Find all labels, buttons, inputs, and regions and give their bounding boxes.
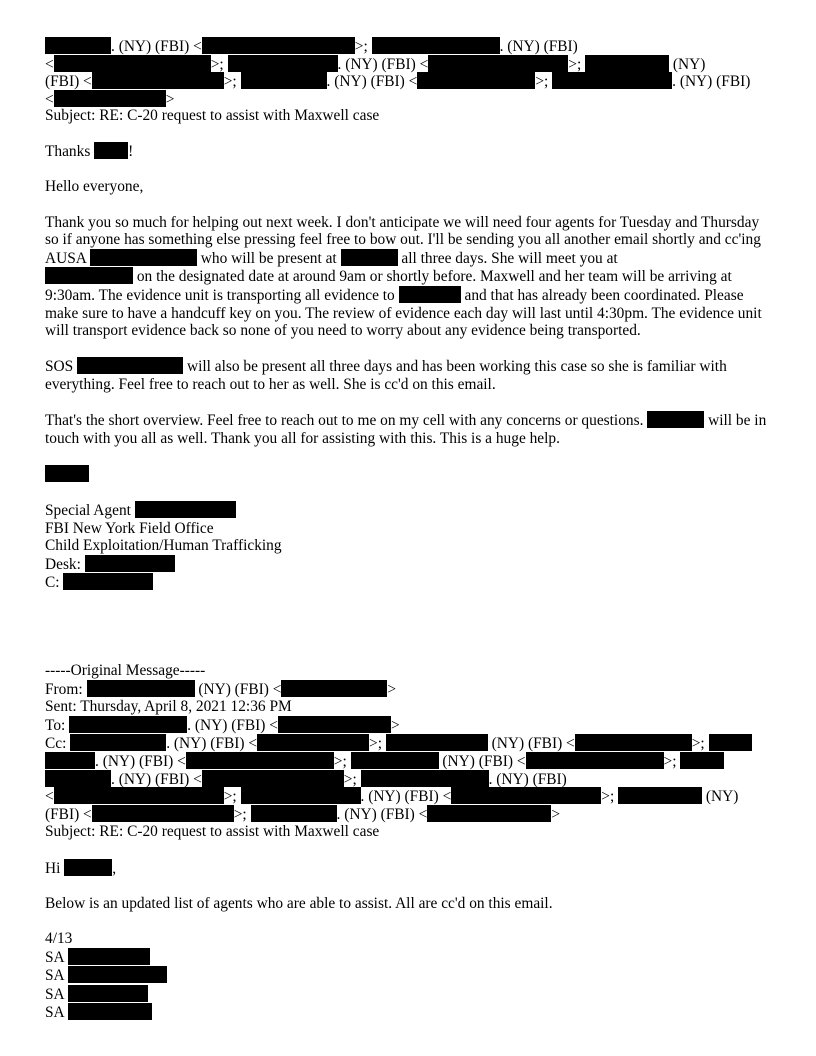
header-text: <: [415, 55, 429, 73]
redaction: [680, 752, 724, 769]
redaction: [372, 37, 500, 54]
redaction: [92, 72, 224, 89]
redaction: [54, 55, 211, 72]
header-text: >: [354, 38, 364, 55]
recipients-header: . (NY) (FBI) < >; . (NY) (FBI) < >; . (NY) (FBI) < >; (NY) (FBI) < >; . (NY) (FBI) < >; . (NY) (FBI) < >: [45, 38, 751, 108]
body-paragraph-2: SOS will also be present all three days and has been working this case so she is familiar with everything. Feel free to reach out to her as well. She is cc'd on this email.: [45, 358, 727, 393]
header-text: ;: [363, 38, 372, 55]
redaction: [77, 357, 183, 374]
redaction: [202, 37, 355, 54]
signature-block: [45, 501, 771, 592]
thanks-line: Thanks !: [45, 143, 134, 161]
redaction: [575, 734, 692, 751]
subject-line: Subject: RE: C-20 request to assist with Maxwell case: [45, 107, 380, 124]
header-text: . (NY) (FBI): [337, 55, 416, 73]
header-text: ;: [544, 73, 553, 91]
agent-list-item: SA: [45, 966, 771, 985]
original-from: From: (NY) (FBI) < >: [45, 680, 397, 698]
header-text: (FBI) <: [45, 73, 92, 91]
redaction: [351, 752, 439, 769]
original-separator: -----Original Message-----: [45, 662, 206, 680]
redaction: [257, 734, 369, 751]
redaction: [87, 680, 195, 697]
header-text: >: [210, 55, 220, 73]
original-subject: Subject: RE: C-20 request to assist with Maxwell case: [45, 823, 380, 841]
header-text: ;: [576, 55, 586, 73]
redaction: [69, 716, 187, 733]
redaction: [281, 680, 387, 697]
original-body: Below is an updated list of agents who are able to assist. All are cc'd on this email.: [45, 894, 553, 912]
header-text: >: [568, 55, 577, 73]
original-greeting: Hi ,: [45, 859, 117, 877]
signature-title: Special Agent: [45, 502, 131, 520]
agent-list-item: SA: [45, 1003, 771, 1022]
redaction: [54, 787, 224, 804]
redaction: [45, 770, 111, 787]
header-text: (NY): [669, 55, 706, 73]
redaction: [90, 249, 197, 266]
agent-list-item: SA: [45, 948, 771, 967]
redaction: [361, 770, 489, 787]
redaction: [386, 734, 488, 751]
redaction: [63, 573, 153, 590]
signature-cell: C:: [45, 574, 60, 592]
redaction: [241, 72, 327, 89]
redaction: [45, 37, 111, 54]
header-text: ;: [232, 73, 241, 91]
header-text: >: [535, 73, 544, 91]
original-sent: Sent: Thursday, April 8, 2021 12:36 PM: [45, 698, 292, 716]
redaction: [68, 1003, 152, 1020]
redaction: [54, 90, 166, 107]
header-text: . (NY) (FBI): [672, 73, 751, 91]
redaction: [68, 948, 150, 965]
redaction: [68, 985, 148, 1002]
redaction: [341, 249, 398, 266]
redaction: [45, 752, 95, 769]
original-cc-tail: (FBI) < >; . (NY) (FBI) < >: [45, 805, 560, 823]
redaction: [64, 859, 112, 876]
signature-office: FBI New York Field Office: [45, 519, 214, 537]
header-text: . (NY) (FBI): [326, 73, 405, 91]
original-message: [45, 662, 771, 1022]
signature-unit: Child Exploitation/Human Trafficking: [45, 537, 282, 555]
email-document: [45, 37, 771, 1022]
redaction: [647, 411, 704, 428]
redaction: [45, 465, 89, 482]
redaction: [45, 267, 133, 284]
header-text: ;: [219, 55, 228, 73]
redaction: [278, 716, 391, 733]
agent-list-item: SA: [45, 985, 771, 1004]
redaction: [241, 787, 361, 804]
header-text: >: [165, 90, 175, 108]
redaction: [68, 966, 167, 983]
redaction: [135, 501, 236, 518]
redaction: [202, 770, 344, 787]
redaction: [70, 734, 166, 751]
redaction: [85, 555, 175, 572]
sender-initials: [45, 465, 771, 484]
body-paragraph-1: Thank you so much for helping out next week. I don't anticipate we will need four agents for Tuesday and Thursday so if anyone has something else pressing feel free to bow out. I'll be sending you all another email shortly and cc'ing AUSA who will be present at all three days. She will meet you at on the designated date at around 9am or shortly before. Maxwell and her team will be arriving at 9:30am. The evidence unit is transporting all evidence to and that has already been coordinated. Please make sure to have a handcuff key on you. The review of evidence each day will last until 4:30pm. The evidence unit will transport evidence back so none of you need to worry about any evidence being transported.: [45, 213, 762, 340]
redaction: [251, 805, 337, 822]
header-text: . (NY) (FBI): [111, 38, 190, 55]
redaction: [526, 752, 664, 769]
redaction: [228, 55, 338, 72]
redaction: [417, 72, 535, 89]
redaction: [427, 805, 551, 822]
body-paragraph-3: That's the short overview. Feel free to reach out to me on my cell with any concerns or questions. will be in touch with you all as well. Thank you all for assisting with this. This is a huge help.: [45, 412, 767, 447]
header-text: <: [189, 38, 202, 55]
redaction: [186, 752, 334, 769]
redaction: [451, 787, 601, 804]
redaction: [428, 55, 568, 72]
header-text: . (NY) (FBI): [499, 38, 578, 55]
header-text: >: [223, 73, 233, 91]
agent-list-date: 4/13: [45, 929, 73, 947]
header-text: <: [404, 73, 418, 91]
redaction: [552, 72, 672, 89]
signature-desk: Desk:: [45, 555, 81, 573]
redaction: [399, 286, 461, 303]
redaction: [94, 142, 128, 159]
redaction: [618, 787, 702, 804]
redaction: [92, 805, 234, 822]
redaction: [709, 734, 752, 751]
original-to: To: . (NY) (FBI) < >: [45, 716, 400, 734]
redaction: [585, 55, 669, 72]
original-cc: Cc: . (NY) (FBI) < >; (NY) (FBI) < >; . (NY) (FBI) < >; (NY) (FBI) < >; . (NY) (FBI) < >; . (NY) (FBI) < >; . (NY) (FBI) < >; (NY): [45, 734, 771, 804]
greeting: Hello everyone,: [45, 178, 144, 196]
